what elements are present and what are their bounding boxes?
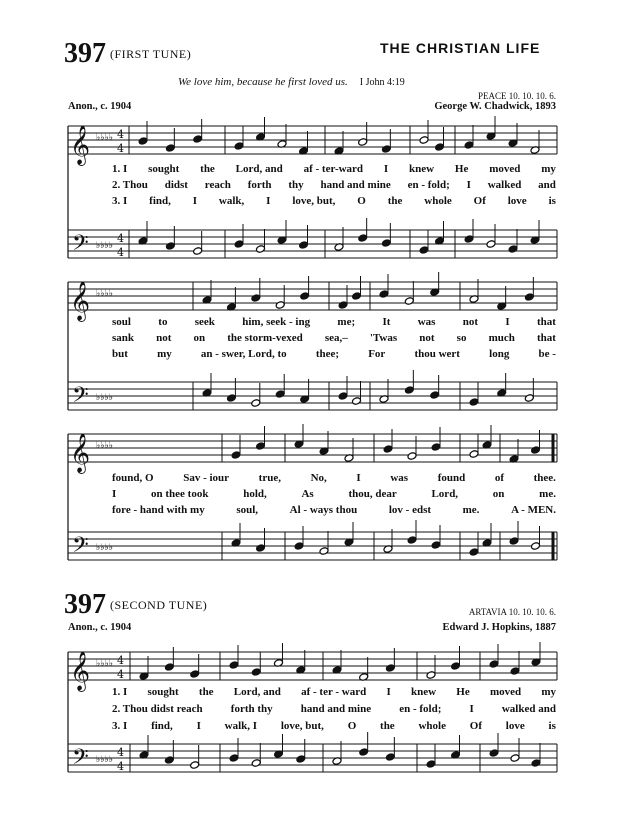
lyric-syllable: love, but,: [292, 195, 336, 207]
music-glyph: 𝄢: [72, 231, 89, 261]
lyric-syllable: knew: [410, 686, 437, 698]
lyric-syllable: me;: [337, 316, 356, 328]
lyric-syllable: He: [454, 163, 469, 175]
lyric-syllable: find,: [151, 720, 173, 732]
music-glyph: 4: [117, 654, 124, 667]
lyric-syllable: whole: [424, 195, 452, 207]
lyric-syllable: I: [266, 195, 271, 207]
note-head: [164, 663, 174, 672]
note-head: [464, 235, 474, 244]
note-head: [138, 137, 148, 146]
lyric-syllable: thou wert: [414, 348, 460, 360]
lyric-syllable: that: [536, 332, 556, 344]
note-head: [256, 442, 266, 451]
lyric-syllable: Lord, and: [235, 163, 283, 175]
note-head: [193, 135, 203, 144]
lyric-syllable: not: [462, 316, 479, 328]
lyric-syllable: af - ter-ward: [303, 163, 364, 175]
lyric-syllable: Of: [469, 720, 482, 732]
lyric-syllable: 3. I: [112, 720, 128, 732]
lyric-syllable: the storm-vexed: [227, 332, 303, 344]
note-head: [193, 247, 203, 256]
note-head: [469, 450, 479, 459]
note-head: [275, 390, 285, 399]
note-head: [469, 548, 479, 557]
lyric-syllable: lov - edst: [388, 504, 432, 516]
lyric-syllable: walk,: [218, 195, 245, 207]
lyric-syllable: moved: [489, 163, 521, 175]
note-head: [404, 297, 414, 306]
lyric-syllable: sank: [112, 332, 135, 344]
note-head: [524, 394, 534, 403]
lyric-syllable: fore - hand with my: [112, 504, 205, 516]
lyric-syllable: 2. Thou didst reach: [112, 703, 203, 715]
lyric-syllable: me.: [539, 488, 556, 500]
note-head: [426, 671, 436, 680]
note-head: [251, 294, 261, 303]
lyric-syllable: thy: [288, 179, 304, 191]
note-head: [251, 668, 261, 677]
note-head: [489, 660, 499, 669]
lyric-syllable: Of: [473, 195, 486, 207]
lyric-line: [112, 195, 556, 207]
lyric-syllable: A - MEN.: [511, 504, 556, 516]
lyric-syllable: I: [505, 316, 510, 328]
lyric-syllable: walked and: [501, 703, 556, 715]
music-glyph: 4: [117, 232, 124, 245]
lyric-syllable: love: [507, 195, 527, 207]
lyric-syllable: walk, I: [224, 720, 258, 732]
lyric-syllable: long: [489, 348, 510, 360]
lyric-syllable: I: [466, 179, 471, 191]
note-head: [296, 755, 306, 764]
lyric-syllable: seek: [194, 316, 215, 328]
lyric-line: [112, 703, 556, 715]
lyric-syllable: soul,: [236, 504, 259, 516]
lyric-syllable: didst: [164, 179, 188, 191]
lyric-syllable: hold,: [243, 488, 267, 500]
lyric-syllable: the: [387, 195, 403, 207]
lyric-syllable: of: [494, 472, 505, 484]
lyric-syllable: I: [469, 703, 474, 715]
note-head: [256, 245, 266, 254]
music-glyph: 4: [117, 668, 124, 681]
note-head: [190, 761, 200, 770]
lyric-syllable: He: [456, 686, 470, 698]
lyric-syllable: No,: [310, 472, 327, 484]
note-head: [294, 542, 304, 551]
note-head: [275, 301, 285, 310]
lyric-line: [112, 720, 556, 732]
music-glyph: 𝄢: [72, 745, 89, 775]
lyric-syllable: be -: [538, 348, 556, 360]
lyric-syllable: moved: [489, 686, 522, 698]
note-head: [385, 664, 395, 673]
music-glyph: ♭♭♭♭: [96, 543, 113, 553]
lyric-syllable: af - ter - ward: [301, 686, 367, 698]
lyric-syllable: en - fold;: [407, 179, 450, 191]
lyric-line: [112, 504, 556, 516]
music-glyph: ♭♭♭♭: [96, 133, 113, 143]
lyric-syllable: true,: [258, 472, 281, 484]
note-head: [508, 245, 518, 254]
lyric-syllable: 3. I: [112, 195, 128, 207]
note-head: [407, 536, 417, 545]
lyric-syllable: but: [112, 348, 128, 360]
note-head: [165, 242, 175, 251]
music-glyph: ♭♭♭♭: [96, 393, 113, 403]
lyric-syllable: I: [386, 686, 391, 698]
lyric-syllable: 1. I: [112, 163, 128, 175]
note-head: [165, 144, 175, 153]
lyric-syllable: whole: [418, 720, 446, 732]
note-head: [299, 241, 309, 250]
note-head: [358, 234, 368, 243]
lyric-syllable: the: [198, 686, 214, 698]
music-glyph: ♭♭♭♭: [96, 441, 113, 451]
lyric-syllable: forth: [247, 179, 272, 191]
lyric-syllable: It: [382, 316, 391, 328]
lyric-syllable: so: [456, 332, 467, 344]
lyric-syllable: me.: [462, 504, 480, 516]
note-head: [381, 145, 391, 154]
lyric-syllable: Lord,: [431, 488, 459, 500]
second-composer: Edward J. Hopkins, 1887: [442, 622, 556, 633]
note-head: [426, 760, 436, 769]
music-glyph: 4: [117, 142, 124, 155]
lyric-syllable: O: [357, 195, 366, 207]
second-hymn-number: 397: [64, 589, 106, 620]
author: Anon., c. 1904: [68, 101, 132, 112]
lyric-syllable: much: [488, 332, 515, 344]
lyric-syllable: is: [548, 720, 556, 732]
note-head: [381, 239, 391, 248]
tune-label: (FIRST TUNE): [110, 47, 192, 61]
lyric-syllable: knew: [409, 163, 435, 175]
composer: George W. Chadwick, 1893: [434, 101, 556, 112]
note-head: [164, 756, 174, 765]
music-glyph: 𝄞: [70, 433, 91, 473]
note-head: [338, 392, 348, 401]
note-head: [469, 398, 479, 407]
note-head: [419, 246, 429, 255]
note-head: [226, 394, 236, 403]
lyric-line: [112, 488, 556, 500]
note-head: [338, 301, 348, 310]
note-head: [431, 443, 441, 452]
note-head: [486, 240, 496, 249]
second-author: Anon., c. 1904: [68, 622, 132, 633]
lyric-syllable: my: [157, 348, 172, 360]
lyric-line: [112, 348, 556, 360]
music-glyph: 𝄞: [70, 651, 91, 691]
note-head: [229, 754, 239, 763]
lyric-syllable: O: [347, 720, 357, 732]
note-head: [524, 293, 534, 302]
note-head: [256, 544, 266, 553]
lyric-syllable: that: [536, 316, 556, 328]
lyric-syllable: For: [368, 348, 386, 360]
lyric-syllable: sea,–: [324, 332, 348, 344]
note-head: [531, 759, 541, 768]
music-glyph: 4: [117, 760, 124, 773]
note-head: [531, 542, 541, 551]
lyric-syllable: thou, dear: [348, 488, 397, 500]
lyric-syllable: 'Twas: [369, 332, 398, 344]
lyric-syllable: on: [492, 488, 505, 500]
note-head: [430, 391, 440, 400]
scripture-quote: We love him, because he first loved us.: [178, 76, 348, 88]
note-head: [531, 446, 541, 455]
note-head: [383, 445, 393, 454]
lyric-syllable: soul: [112, 316, 131, 328]
note-head: [358, 138, 368, 147]
music-glyph: 𝄢: [72, 533, 89, 563]
lyric-syllable: my: [541, 163, 556, 175]
lyric-syllable: thee;: [315, 348, 340, 360]
lyric-syllable: the: [380, 720, 395, 732]
section-title: THE CHRISTIAN LIFE: [380, 40, 541, 56]
lyric-syllable: found: [437, 472, 466, 484]
music-glyph: 4: [117, 128, 124, 141]
lyric-syllable: As: [301, 488, 314, 500]
music-glyph: ♭♭♭♭: [96, 659, 113, 669]
note-head: [510, 754, 520, 763]
note-head: [509, 537, 519, 546]
lyric-syllable: sought: [147, 686, 179, 698]
note-head: [229, 661, 239, 670]
lyric-syllable: Sav - iour: [183, 472, 230, 484]
note-head: [300, 292, 310, 301]
lyric-line: [112, 179, 556, 191]
hymn-number: 397: [64, 38, 106, 69]
note-head: [510, 667, 520, 676]
note-head: [431, 541, 441, 550]
note-head: [404, 386, 414, 395]
lyric-line: [112, 686, 556, 698]
note-head: [190, 670, 200, 679]
note-head: [489, 749, 499, 758]
note-head: [234, 142, 244, 151]
second-tune-meter: ARTAVIA 10. 10. 10. 6.: [468, 607, 556, 617]
lyric-line: [112, 316, 556, 328]
lyric-syllable: and: [538, 179, 556, 191]
lyric-syllable: I: [383, 163, 389, 175]
lyric-syllable: him, seek - ing: [242, 316, 311, 328]
lyric-syllable: Lord, and: [233, 686, 281, 698]
lyric-syllable: en - fold;: [399, 703, 442, 715]
lyric-syllable: an - swer, Lord, to: [200, 348, 287, 360]
note-head: [359, 748, 369, 757]
lyric-syllable: find,: [149, 195, 171, 207]
lyric-syllable: hand and mine: [300, 703, 372, 715]
lyric-line: [112, 163, 556, 175]
note-head: [234, 240, 244, 249]
lyric-syllable: not: [419, 332, 435, 344]
music-glyph: 4: [117, 246, 124, 259]
lyric-syllable: not: [156, 332, 172, 344]
lyric-syllable: to: [158, 316, 168, 328]
lyric-syllable: reach: [204, 179, 231, 191]
scripture-ref: I John 4:19: [359, 77, 405, 88]
lyric-syllable: love, but,: [280, 720, 324, 732]
note-head: [451, 662, 461, 671]
lyric-syllable: I: [192, 195, 198, 207]
note-head: [352, 292, 362, 301]
tune-meter: PEACE 10. 10. 10. 6.: [477, 91, 556, 101]
lyric-syllable: 2. Thou: [112, 179, 148, 191]
lyric-line: [112, 332, 556, 344]
second-tune-label: (SECOND TUNE): [110, 598, 208, 612]
lyric-syllable: found, O: [112, 472, 154, 484]
music-glyph: ♭♭♭♭: [96, 289, 113, 299]
note-head: [379, 290, 389, 299]
lyric-syllable: the: [200, 163, 215, 175]
lyric-syllable: forth thy: [230, 703, 273, 715]
lyric-syllable: I: [196, 720, 201, 732]
lyric-syllable: was: [390, 472, 409, 484]
lyric-syllable: Al - ways thou: [289, 504, 358, 516]
note-head: [251, 399, 261, 408]
lyric-line: [112, 472, 556, 484]
lyric-syllable: hand and mine: [320, 179, 391, 191]
music-glyph: ♭♭♭♭: [96, 241, 113, 251]
lyric-syllable: walked: [487, 179, 522, 191]
music-glyph: ♭♭♭♭: [96, 755, 113, 765]
note-head: [419, 136, 429, 145]
note-head: [231, 451, 241, 460]
music-glyph: 𝄞: [70, 281, 91, 321]
note-head: [464, 141, 474, 150]
music-glyph: 𝄢: [72, 383, 89, 413]
lyric-syllable: 1. I: [112, 686, 128, 698]
music-glyph: 4: [117, 746, 124, 759]
lyric-syllable: I: [356, 472, 361, 484]
lyric-syllable: my: [541, 686, 556, 698]
lyric-syllable: on thee took: [151, 488, 209, 500]
lyric-syllable: sought: [148, 163, 180, 175]
lyric-syllable: is: [548, 195, 556, 207]
note-head: [385, 753, 395, 762]
note-head: [435, 143, 445, 152]
note-head: [352, 397, 362, 406]
lyric-syllable: on: [193, 332, 206, 344]
note-head: [319, 547, 329, 556]
note-head: [407, 452, 417, 461]
lyric-syllable: thee.: [533, 472, 556, 484]
lyric-syllable: was: [417, 316, 436, 328]
music-glyph: 𝄞: [70, 125, 91, 165]
note-head: [251, 759, 261, 768]
lyric-syllable: I: [112, 488, 117, 500]
lyric-syllable: love: [505, 720, 525, 732]
